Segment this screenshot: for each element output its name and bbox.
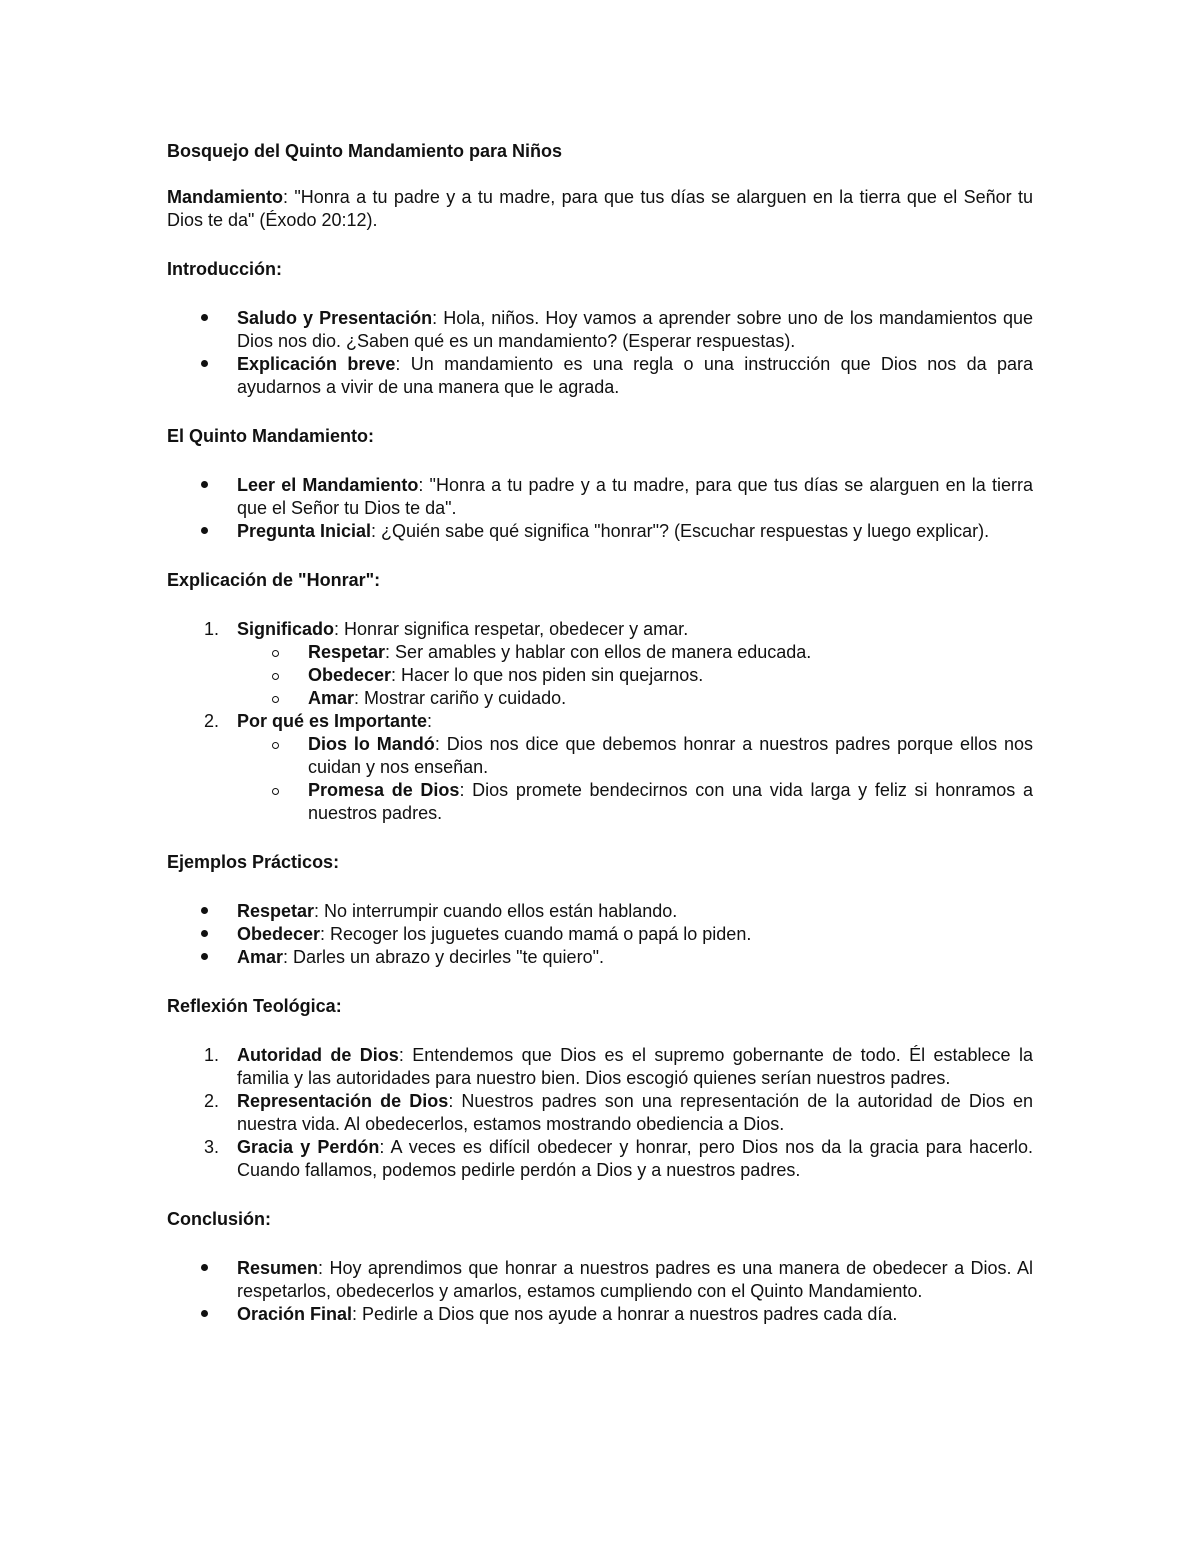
item-label: Gracia y Perdón [237, 1137, 380, 1157]
bullet-icon [201, 930, 208, 937]
hollow-bullet-icon [272, 696, 279, 703]
item-label: Promesa de Dios [308, 780, 460, 800]
item-label: Obedecer [237, 924, 321, 944]
bullet-icon [201, 1310, 208, 1317]
list-item [167, 1303, 1033, 1326]
sub-list-item [237, 687, 1033, 710]
item-text: : Hoy aprendimos que honrar a nuestros padres es una manera de obedecer a Dios. Al respetarlos, obedecerlos y amarlos, estamos cumpliendo con el Quinto Mandamiento. [237, 1258, 1033, 1301]
list-item [167, 900, 1033, 923]
item-text: : A veces es difícil obedecer y honrar, pero Dios nos da la gracia para hacerlo. Cuando fallamos, podemos pedirle perdón a Dios y a nuestros padres. [237, 1137, 1034, 1180]
mandamiento-paragraph [167, 186, 1033, 232]
bullet-icon [201, 1264, 208, 1271]
item-text: : Dios promete bendecirnos con una vida larga y feliz si honramos a nuestros padres. [308, 780, 1033, 823]
mandamiento-text: : "Honra a tu padre y a tu madre, para que tus días se alarguen en la tierra que el Señor tu Dios te da" (Éxodo 20:12). [167, 187, 1033, 230]
item-text: : Honrar significa respetar, obedecer y amar. [334, 619, 689, 639]
document-page [167, 140, 1033, 1326]
item-label: Resumen [237, 1258, 319, 1278]
item-text: : No interrumpir cuando ellos están hablando. [314, 901, 678, 921]
list-item [167, 474, 1033, 520]
item-text: : ¿Quién sabe qué significa "honrar"? (Escuchar respuestas y luego explicar). [371, 521, 990, 541]
section-heading-reflexion: Reflexión Teológica: [167, 996, 342, 1016]
item-label: Por qué es Importante [237, 711, 428, 731]
item-number: 2. [203, 711, 219, 731]
item-text: : Dios nos dice que debemos honrar a nuestros padres porque ellos nos cuidan y nos enseñan. [308, 734, 1033, 777]
sub-list-item [237, 779, 1033, 825]
list-item [167, 1090, 1033, 1136]
list-item [167, 923, 1033, 946]
item-label: Saludo y Presentación [237, 308, 433, 328]
item-label: Oración Final [237, 1304, 353, 1324]
sub-list-item [237, 733, 1033, 779]
list-item [167, 1136, 1033, 1182]
item-number: 1. [203, 619, 219, 639]
section-heading-introduccion: Introducción: [167, 259, 282, 279]
item-label: Pregunta Inicial [237, 521, 372, 541]
item-label: Respetar [308, 642, 386, 662]
sub-list-item [237, 641, 1033, 664]
sub-list [237, 641, 1033, 710]
list-item [167, 710, 1033, 825]
section-heading-quinto: El Quinto Mandamiento: [167, 426, 374, 446]
hollow-bullet-icon [272, 742, 279, 749]
item-number: 3. [203, 1137, 219, 1157]
quinto-list [167, 474, 1033, 543]
bullet-icon [201, 360, 208, 367]
item-text: : Entendemos que Dios es el supremo gobernante de todo. Él establece la familia y las autoridades para nuestro bien. Dios escogió quienes serían nuestros padres. [237, 1045, 1033, 1088]
item-label: Amar [237, 947, 284, 967]
item-text: : Hacer lo que nos piden sin quejarnos. [391, 665, 704, 685]
hollow-bullet-icon [272, 788, 279, 795]
item-label: Respetar [237, 901, 315, 921]
bullet-icon [201, 907, 208, 914]
item-label: Amar [308, 688, 355, 708]
intro-list [167, 307, 1033, 399]
list-item [167, 618, 1033, 710]
sub-list-item [237, 664, 1033, 687]
item-text: : Recoger los juguetes cuando mamá o papá lo piden. [320, 924, 752, 944]
list-item [167, 946, 1033, 969]
item-label: Dios lo Mandó [308, 734, 435, 754]
item-text: : Hola, niños. Hoy vamos a aprender sobre uno de los mandamientos que Dios nos dio. ¿Saben qué es un mandamiento? (Esperar respuestas). [237, 308, 1034, 351]
list-item [167, 1044, 1033, 1090]
section-heading-conclusion: Conclusión: [167, 1209, 271, 1229]
list-item [167, 1257, 1033, 1303]
bullet-icon [201, 527, 208, 534]
item-label: Leer el Mandamiento [237, 475, 419, 495]
item-label: Significado [237, 619, 335, 639]
item-text: : Darles un abrazo y decirles "te quiero". [283, 947, 604, 967]
honrar-list [167, 618, 1033, 825]
bullet-icon [201, 314, 208, 321]
item-text: : Pedirle a Dios que nos ayude a honrar a nuestros padres cada día. [352, 1304, 898, 1324]
item-label: Autoridad de Dios [237, 1045, 399, 1065]
document-title: Bosquejo del Quinto Mandamiento para Niños [167, 141, 563, 161]
item-label: Obedecer [308, 665, 392, 685]
item-text: : Mostrar cariño y cuidado. [354, 688, 567, 708]
item-text: : Ser amables y hablar con ellos de manera educada. [385, 642, 812, 662]
mandamiento-label: Mandamiento [167, 187, 284, 207]
list-item [167, 520, 1033, 543]
conclusion-list [167, 1257, 1033, 1326]
item-text: : "Honra a tu padre y a tu madre, para que tus días se alarguen en la tierra que el Señor tu Dios te da". [237, 475, 1033, 518]
hollow-bullet-icon [272, 650, 279, 657]
item-text: : Un mandamiento es una regla o una instrucción que Dios nos da para ayudarnos a vivir de una manera que le agrada. [237, 354, 1033, 397]
list-item [167, 353, 1033, 399]
ejemplos-list [167, 900, 1033, 969]
bullet-icon [201, 481, 208, 488]
item-number: 1. [203, 1045, 219, 1065]
hollow-bullet-icon [272, 673, 279, 680]
section-heading-honrar: Explicación de "Honrar": [167, 570, 381, 590]
item-number: 2. [203, 1091, 219, 1111]
item-label: Representación de Dios [237, 1091, 449, 1111]
item-text: : [427, 711, 433, 731]
reflexion-list [167, 1044, 1033, 1182]
bullet-icon [201, 953, 208, 960]
item-label: Explicación breve [237, 354, 396, 374]
item-text: : Nuestros padres son una representación de la autoridad de Dios en nuestra vida. Al obedecerlos, estamos mostrando obediencia a Dios. [237, 1091, 1033, 1134]
section-heading-ejemplos: Ejemplos Prácticos: [167, 852, 340, 872]
list-item [167, 307, 1033, 353]
sub-list [237, 733, 1033, 825]
